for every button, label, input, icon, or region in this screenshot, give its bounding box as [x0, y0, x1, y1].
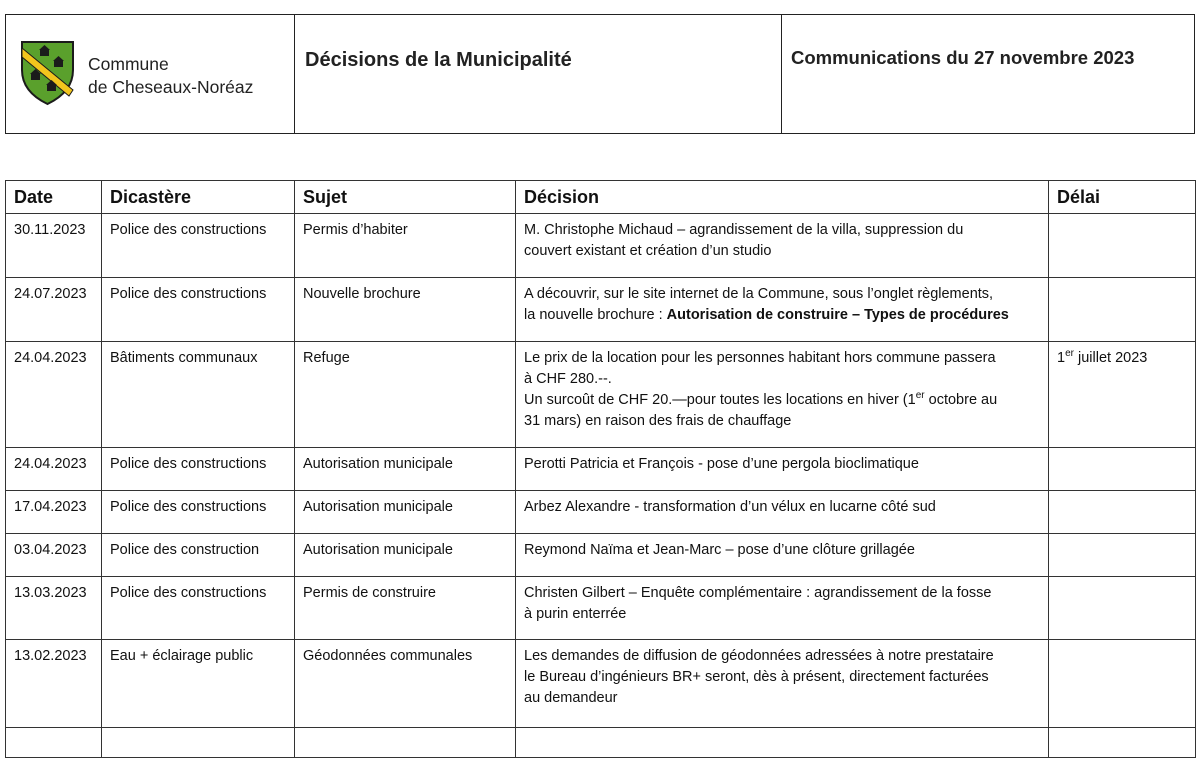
delai-day: 1 [1057, 350, 1066, 366]
decision-line: le Bureau d’ingénieurs BR+ seront, dès à présent, directement facturées [524, 669, 989, 685]
column-header-decision: Décision [516, 181, 1049, 214]
decision-line: M. Christophe Michaud – agrandissement de la villa, suppression du [524, 222, 964, 238]
document-title: Décisions de la Municipalité [305, 49, 572, 71]
commune-name-line2: de Cheseaux-Noréaz [88, 77, 254, 97]
decision-line: 31 mars) en raison des frais de chauffage [524, 413, 792, 429]
decision-line: Christen Gilbert – Enquête complémentaire : agrandissement de la fosse [524, 585, 992, 601]
cell-date: 13.03.2023 [6, 577, 102, 640]
cell-delai [1049, 728, 1196, 758]
cell-decision [516, 448, 1049, 491]
cell-delai [1049, 278, 1196, 342]
table-row [6, 278, 1196, 342]
ordinal-suffix: er [915, 390, 925, 402]
cell-decision [516, 342, 1049, 448]
document-header [5, 14, 1195, 134]
cell-sujet: Permis de construire [295, 577, 516, 640]
cell-delai [1049, 342, 1196, 448]
ordinal-suffix: er [1065, 348, 1074, 360]
decision-line: Arbez Alexandre - transformation d’un vélux en lucarne côté sud [524, 499, 936, 515]
table-row [6, 534, 1196, 577]
cell-dicastere: Eau + éclairage public [102, 640, 295, 728]
cell-sujet [295, 728, 516, 758]
brochure-title: Autorisation de construire – Types de procédures [666, 307, 1009, 323]
decision-text: Un surcoût de CHF 20.—pour toutes les locations en hiver (1 [524, 392, 916, 408]
cell-decision [516, 278, 1049, 342]
cell-dicastere: Police des construction [102, 534, 295, 577]
cell-dicastere [102, 728, 295, 758]
cell-delai [1049, 534, 1196, 577]
cell-date: 24.04.2023 [6, 342, 102, 448]
decision-line: Perotti Patricia et François - pose d’une pergola bioclimatique [524, 456, 919, 472]
cell-decision [516, 491, 1049, 534]
table-row [6, 214, 1196, 278]
cell-delai [1049, 214, 1196, 278]
decision-text: octobre au [924, 392, 998, 408]
cell-decision [516, 214, 1049, 278]
cell-decision [516, 728, 1049, 758]
decision-line: A découvrir, sur le site internet de la Commune, sous l’onglet règlements, [524, 286, 994, 302]
table-row [6, 640, 1196, 728]
delai-text: juillet 2023 [1073, 350, 1148, 366]
cell-sujet: Géodonnées communales [295, 640, 516, 728]
cell-date: 17.04.2023 [6, 491, 102, 534]
cell-sujet: Autorisation municipale [295, 448, 516, 491]
communication-date: Communications du 27 novembre 2023 [791, 47, 1135, 68]
table-header-row [6, 181, 1196, 214]
decision-line: Reymond Naïma et Jean-Marc – pose d’une clôture grillagée [524, 542, 915, 558]
cell-decision [516, 577, 1049, 640]
cell-decision [516, 534, 1049, 577]
cell-sujet: Permis d’habiter [295, 214, 516, 278]
decision-text: la nouvelle brochure : [524, 307, 667, 323]
commune-name-line1: Commune [88, 54, 169, 74]
cell-dicastere: Police des constructions [102, 448, 295, 491]
cell-decision [516, 640, 1049, 728]
cell-date: 03.04.2023 [6, 534, 102, 577]
cell-delai [1049, 577, 1196, 640]
communication-date-cell [781, 15, 1194, 133]
commune-name [88, 53, 253, 99]
cell-dicastere: Bâtiments communaux [102, 342, 295, 448]
decision-line: couvert existant et création d’un studio [524, 243, 772, 259]
table-row [6, 491, 1196, 534]
decision-line [524, 305, 1041, 326]
commune-crest-icon [20, 40, 75, 106]
column-header-date: Date [6, 181, 102, 214]
table-row [6, 448, 1196, 491]
cell-date: 24.07.2023 [6, 278, 102, 342]
cell-sujet: Autorisation municipale [295, 491, 516, 534]
decision-line: à purin enterrée [524, 606, 627, 622]
table-row [6, 342, 1196, 448]
column-header-dicastere: Dicastère [102, 181, 295, 214]
cell-delai [1049, 491, 1196, 534]
decision-line: Le prix de la location pour les personnes habitant hors commune passera [524, 350, 996, 366]
decision-line: Les demandes de diffusion de géodonnées adressées à notre prestataire [524, 648, 994, 664]
table-row [6, 728, 1196, 758]
cell-delai [1049, 640, 1196, 728]
cell-date: 13.02.2023 [6, 640, 102, 728]
cell-date: 24.04.2023 [6, 448, 102, 491]
document-title-cell [294, 15, 781, 133]
decision-line: à CHF 280.--. [524, 371, 612, 387]
decisions-table [5, 180, 1196, 758]
column-header-delai: Délai [1049, 181, 1196, 214]
cell-sujet: Refuge [295, 342, 516, 448]
decision-line: au demandeur [524, 690, 618, 706]
decision-line [524, 390, 1041, 411]
cell-delai [1049, 448, 1196, 491]
cell-dicastere: Police des constructions [102, 214, 295, 278]
column-header-sujet: Sujet [295, 181, 516, 214]
commune-logo-cell [6, 15, 294, 133]
cell-dicastere: Police des constructions [102, 491, 295, 534]
table-row [6, 577, 1196, 640]
cell-date: 30.11.2023 [6, 214, 102, 278]
cell-date [6, 728, 102, 758]
cell-dicastere: Police des constructions [102, 278, 295, 342]
cell-sujet: Autorisation municipale [295, 534, 516, 577]
cell-dicastere: Police des constructions [102, 577, 295, 640]
cell-sujet: Nouvelle brochure [295, 278, 516, 342]
